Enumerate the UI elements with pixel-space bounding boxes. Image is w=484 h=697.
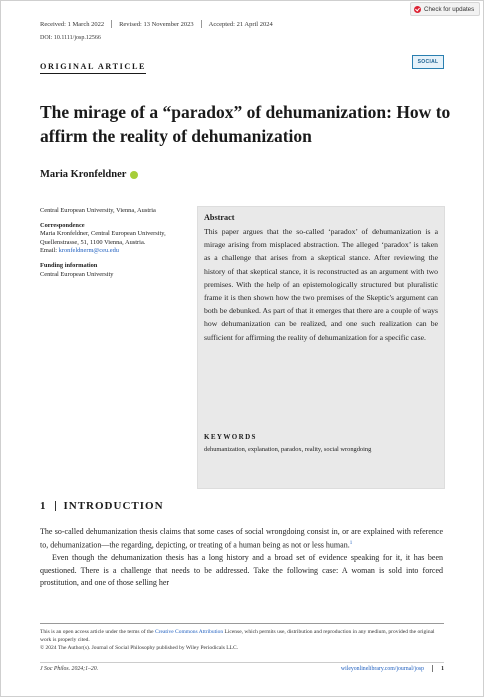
keywords-heading: KEYWORDS [204, 433, 257, 441]
page-number: 1 [441, 665, 444, 672]
author-info-sidebar [40, 207, 190, 279]
paragraph-text: The so-called dehumanization thesis claims that some cases of social wrongdoing consist in, or are explained with reference to, dehumanization—the regarding, depicting, or treating of a human being as not or less human. [40, 527, 443, 550]
section-label: ORIGINAL ARTICLE [40, 62, 146, 74]
abstract-heading: Abstract [204, 213, 235, 222]
article-dates [40, 20, 273, 28]
page-footer [341, 665, 444, 672]
license-link[interactable]: Creative Commons Attribution [155, 629, 224, 635]
footnote-ref[interactable]: 1 [349, 541, 353, 547]
section-title: INTRODUCTION [63, 500, 164, 512]
body-text [40, 526, 443, 589]
journal-logo: SOCIAL [412, 55, 444, 69]
doi[interactable]: DOI: 10.1111/josp.12566 [40, 35, 101, 41]
abstract-box [197, 206, 445, 489]
orcid-icon[interactable] [130, 171, 138, 179]
author-line [40, 169, 138, 180]
divider [432, 665, 433, 672]
license-suffix: License, which permits use, distribution and reproduction in any medium, provided the original work is properly cited. [40, 629, 435, 643]
funding-text: Central European University [40, 270, 114, 278]
correspondence-text: Maria Kronfeldner, Central European University, Quellenstrasse, 51, 1100 Vienna, Austria. [40, 230, 166, 246]
revised-date: Revised: 13 November 2023 [119, 20, 194, 28]
section-number: 1 [40, 500, 47, 512]
license-prefix: This is an open access article under the terms of the [40, 629, 156, 635]
divider [201, 20, 202, 28]
journal-citation: J Soc Philos. 2024;1–20. [40, 666, 99, 672]
article-title: The mirage of a “paradox” of dehumanization: How to affirm the reality of dehumanization [40, 102, 451, 146]
email-label: Email: [40, 247, 59, 255]
section-heading [40, 500, 164, 512]
email-line [40, 247, 190, 256]
footer-divider [40, 662, 444, 663]
license-text [40, 628, 444, 644]
abstract-text: This paper argues that the so-called ‘paradox’ of dehumanization is a mirage arising from misplaced abstraction. The alleged ‘paradox’ is taken as a challenge that arises from a skeptical stance. After reviewing the history of that skeptical stance, it is reconstructed as an argument with two premises. With the help of an epistemologically structured but pluralistic frame it is then shown how the two premises of the Skeptic's argument can both be debunked. As part of that it emerges that there are a couple of ways how dehumanization can be realized, and one such realization can be sufficient for affirming the reality of dehumanization for a specific case. [204, 227, 438, 342]
check-updates-icon [414, 6, 421, 13]
accepted-date: Accepted: 21 April 2024 [208, 20, 273, 28]
keywords-list: dehumanization, explanation, paradox, reality, social wrongdoing [204, 446, 372, 453]
copyright: © 2024 The Author(s). Journal of Social Philosophy published by Wiley Periodicals LLC. [40, 645, 239, 651]
received-date: Received: 1 March 2022 [40, 20, 105, 28]
email-link[interactable]: kronfeldnerm@ceu.edu [58, 247, 119, 255]
paragraph: Even though the dehumanization thesis has a long history and a broad set of evidence speaking for it, it has been questioned. There is a challenge that needs to be addressed. Take the following case: A woman is sold into forced prostitution, and one of those selling her [40, 553, 443, 587]
funding-label: Funding information [40, 261, 98, 269]
divider [55, 501, 56, 511]
affiliation: Central European University, Vienna, Austria [40, 207, 156, 214]
license-footnote [40, 628, 444, 652]
check-updates-label: Check for updates [424, 5, 475, 13]
divider [111, 20, 112, 28]
journal-url[interactable]: wileyonlinelibrary.com/journal/josp [340, 665, 425, 672]
check-for-updates-button[interactable] [410, 2, 480, 16]
author-name[interactable]: Maria Kronfeldner [40, 169, 127, 180]
paragraph [40, 526, 443, 552]
correspondence-label: Correspondence [40, 221, 85, 229]
footnote-divider [40, 623, 444, 624]
